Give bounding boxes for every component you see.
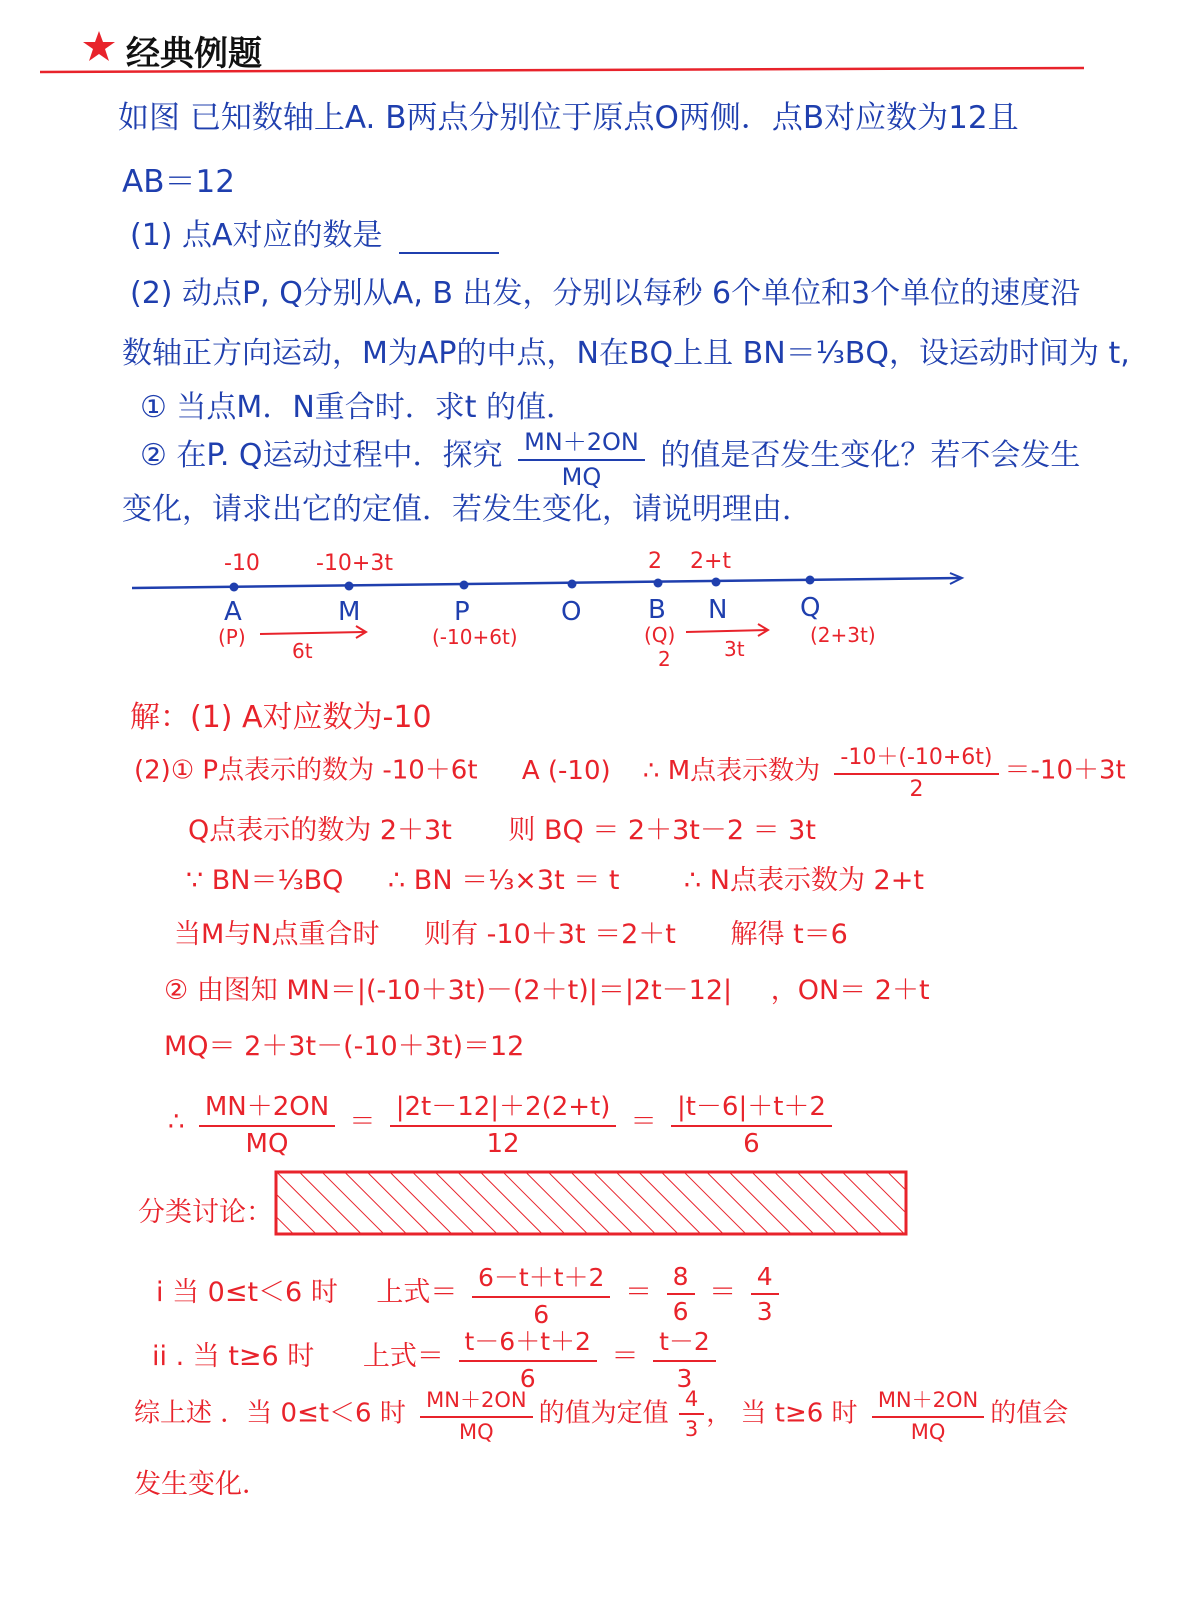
l3-part-a: Q点表示的数为 2＋3t: [188, 815, 452, 846]
fraction-numerator: MN＋2ON: [426, 1388, 527, 1412]
equals-sign: ＝: [630, 1107, 657, 1137]
question-2-sub-1: ① 当点M．N重合时．求t 的值．: [140, 390, 577, 425]
conclusion-fraction-2: [872, 1384, 984, 1444]
l6-part-b: ，ON＝ 2＋t: [770, 975, 930, 1006]
fraction-denominator: 12: [486, 1129, 520, 1159]
fraction-denominator: 3: [684, 1417, 699, 1441]
fraction-denominator: 6: [533, 1300, 550, 1329]
sub-2-after: 的值是否发生变化？若不会发生: [660, 438, 1081, 473]
sub-2-fraction: [518, 422, 645, 491]
point-q-dot: [806, 576, 815, 585]
l5-part-c: 解得 t＝6: [730, 919, 848, 950]
question-2-sub-2: [140, 422, 1080, 491]
point-label-p: P: [454, 597, 470, 627]
case-ii-condition: ii . 当 t≥6 时: [152, 1341, 315, 1372]
number-line-axis: [132, 578, 960, 588]
answer-blank: [399, 226, 499, 254]
fraction-denominator: MQ: [245, 1129, 289, 1159]
fraction-numerator: t－6＋t＋2: [464, 1327, 591, 1356]
conclusion-fraction-1: [420, 1384, 532, 1444]
point-label-b: B: [648, 595, 666, 625]
fraction-numerator: MN＋2ON: [524, 428, 639, 456]
header-title: 经典例题: [126, 34, 262, 74]
crossed-out-box: [272, 1168, 912, 1242]
case-i-fraction-2: [667, 1262, 695, 1326]
fraction-numerator: 4: [684, 1387, 699, 1411]
fraction-numerator: 4: [756, 1261, 773, 1291]
fraction-numerator: 6－t＋t＋2: [478, 1263, 605, 1292]
conclusion-line-1: [134, 1384, 1068, 1444]
question-2-line-1: (2) 动点P, Q分别从A, B 出发，分别以每秒 6个单位和3个单位的速度沿: [130, 276, 1081, 311]
fraction-numerator: MN＋2ON: [877, 1388, 979, 1412]
below-label-a: (P): [218, 625, 246, 649]
point-label-q: Q: [800, 593, 821, 623]
case-i-fraction-1: [472, 1258, 610, 1329]
l2-part-d: ＝-10＋3t: [1004, 755, 1126, 786]
problem-line-2: AB＝12: [122, 164, 235, 200]
case-ii-fraction-1: [459, 1322, 597, 1393]
solution-line-8: [168, 1086, 838, 1159]
conclusion-part-d: 的值会: [990, 1398, 1069, 1429]
q-speed-label: 3t: [724, 637, 745, 661]
below-label-q: (2+3t): [810, 623, 876, 647]
fraction-numerator: -10＋(-10+6t): [840, 745, 993, 770]
point-b-dot: [654, 579, 663, 588]
point-label-n: N: [708, 595, 728, 625]
solution-line-5: [174, 912, 848, 951]
l4-part-c: ∴ N点表示数为 2+t: [684, 865, 924, 896]
equals-sign: ＝: [611, 1341, 639, 1372]
sub-2-before: ② 在P. Q运动过程中．探究: [140, 438, 503, 473]
case-i-fraction-3: [751, 1262, 779, 1326]
point-a-dot: [230, 583, 239, 592]
solution-line-7: MQ＝ 2＋3t－(-10＋3t)＝12: [164, 1031, 525, 1062]
solution-line-6: [164, 968, 930, 1007]
point-label-a: A: [224, 597, 242, 627]
equals-sign: ＝: [709, 1277, 737, 1308]
point-label-o: O: [561, 597, 582, 627]
conclusion-part-b: 的值为定值: [538, 1398, 669, 1429]
ratio-fraction: [199, 1086, 335, 1159]
l5-part-b: 则有 -10＋3t ＝2＋t: [424, 919, 676, 950]
below-value-b: 2: [658, 647, 671, 671]
fraction-denominator: 2: [909, 777, 924, 802]
equals-sign: ＝: [349, 1107, 376, 1137]
point-o-dot: [568, 580, 577, 589]
point-n-dot: [712, 578, 721, 587]
l2-part-c: ∴ M点表示数为: [642, 755, 821, 786]
point-p-dot: [460, 581, 469, 590]
fraction-denominator: 3: [676, 1364, 693, 1393]
below-label-b: (Q): [644, 623, 676, 647]
l5-part-a: 当M与N点重合时: [174, 919, 380, 950]
fraction-denominator: 3: [756, 1296, 773, 1326]
conclusion-part-c: ， 当 t≥6 时: [706, 1398, 858, 1429]
value-label-a: -10: [224, 551, 260, 576]
conclusion-line-2: 发生变化．: [134, 1469, 269, 1500]
case-label: 分类讨论：: [138, 1197, 273, 1228]
question-1-text: (1) 点A对应的数是: [130, 218, 383, 253]
case-ii: [152, 1322, 722, 1393]
p-motion-arrow: [260, 632, 364, 634]
fraction-numerator: |t－6|＋t＋2: [676, 1092, 826, 1122]
header-divider: [38, 66, 1088, 76]
fraction-denominator: MQ: [459, 1420, 494, 1444]
l4-part-a: ∵ BN＝⅓BQ: [186, 865, 344, 896]
solution-line-3: [188, 808, 816, 847]
point-m-dot: [345, 582, 354, 591]
star-icon: [82, 30, 116, 64]
case-i-lhs: 上式＝: [376, 1277, 458, 1308]
substituted-fraction: [390, 1086, 617, 1159]
solution-line-2: [134, 740, 1126, 802]
point-label-m: M: [338, 597, 361, 627]
fraction-numerator: 8: [672, 1261, 689, 1291]
fraction-numerator: |2t－12|＋2(2+t): [395, 1092, 611, 1122]
fraction-denominator: MQ: [561, 463, 602, 491]
below-label-p: (-10+6t): [432, 625, 518, 649]
value-label-m: -10+3t: [316, 551, 393, 576]
problem-line-1: 如图 已知数轴上A. B两点分别位于原点O两侧．点B对应数为12且: [118, 100, 1019, 136]
conclusion-part-a: 综上述 ．当 0≤t＜6 时: [134, 1398, 406, 1429]
l8-prefix: ∴: [168, 1107, 185, 1137]
fraction-denominator: 6: [743, 1129, 760, 1159]
question-2-sub-2-line-2: 变化，请求出它的定值．若发生变化，请说明理由．: [122, 492, 812, 527]
case-ii-fraction-2: [653, 1322, 716, 1393]
solution-line-1: 解：(1) A对应数为-10: [130, 700, 432, 735]
number-line-diagram: [120, 540, 980, 680]
simplified-fraction: [671, 1086, 832, 1159]
fraction-numerator: t－2: [659, 1327, 710, 1356]
constant-fraction: [679, 1387, 704, 1441]
question-1: [130, 210, 499, 254]
case-ii-lhs: 上式＝: [362, 1341, 444, 1372]
fraction-denominator: 6: [672, 1296, 689, 1326]
l2-part-a: (2)① P点表示的数为 -10＋6t: [134, 755, 478, 786]
case-i-condition: i 当 0≤t＜6 时: [156, 1277, 338, 1308]
equals-sign: ＝: [625, 1277, 653, 1308]
fraction-numerator: MN＋2ON: [204, 1092, 330, 1122]
value-label-b: 2: [648, 549, 662, 574]
p-speed-label: 6t: [292, 639, 313, 663]
l2-part-b: A (-10): [521, 755, 611, 786]
l4-part-b: ∴ BN ＝⅓×3t ＝ t: [388, 865, 620, 896]
fraction-denominator: 6: [519, 1364, 536, 1393]
value-label-n: 2+t: [690, 549, 732, 574]
l6-part-a: ② 由图知 MN＝|(-10＋3t)－(2＋t)|＝|2t－12|: [164, 975, 733, 1006]
m-position-fraction: [834, 740, 998, 802]
fraction-denominator: MQ: [910, 1420, 946, 1444]
question-2-line-2: 数轴正方向运动，M为AP的中点，N在BQ上且 BN＝⅓BQ，设运动时间为 t,: [122, 336, 1130, 371]
solution-line-4: [186, 858, 924, 897]
case-i: [156, 1258, 785, 1329]
q-motion-arrow: [686, 630, 766, 632]
l3-part-b: 则 BQ ＝ 2＋3t－2 ＝ 3t: [508, 815, 816, 846]
